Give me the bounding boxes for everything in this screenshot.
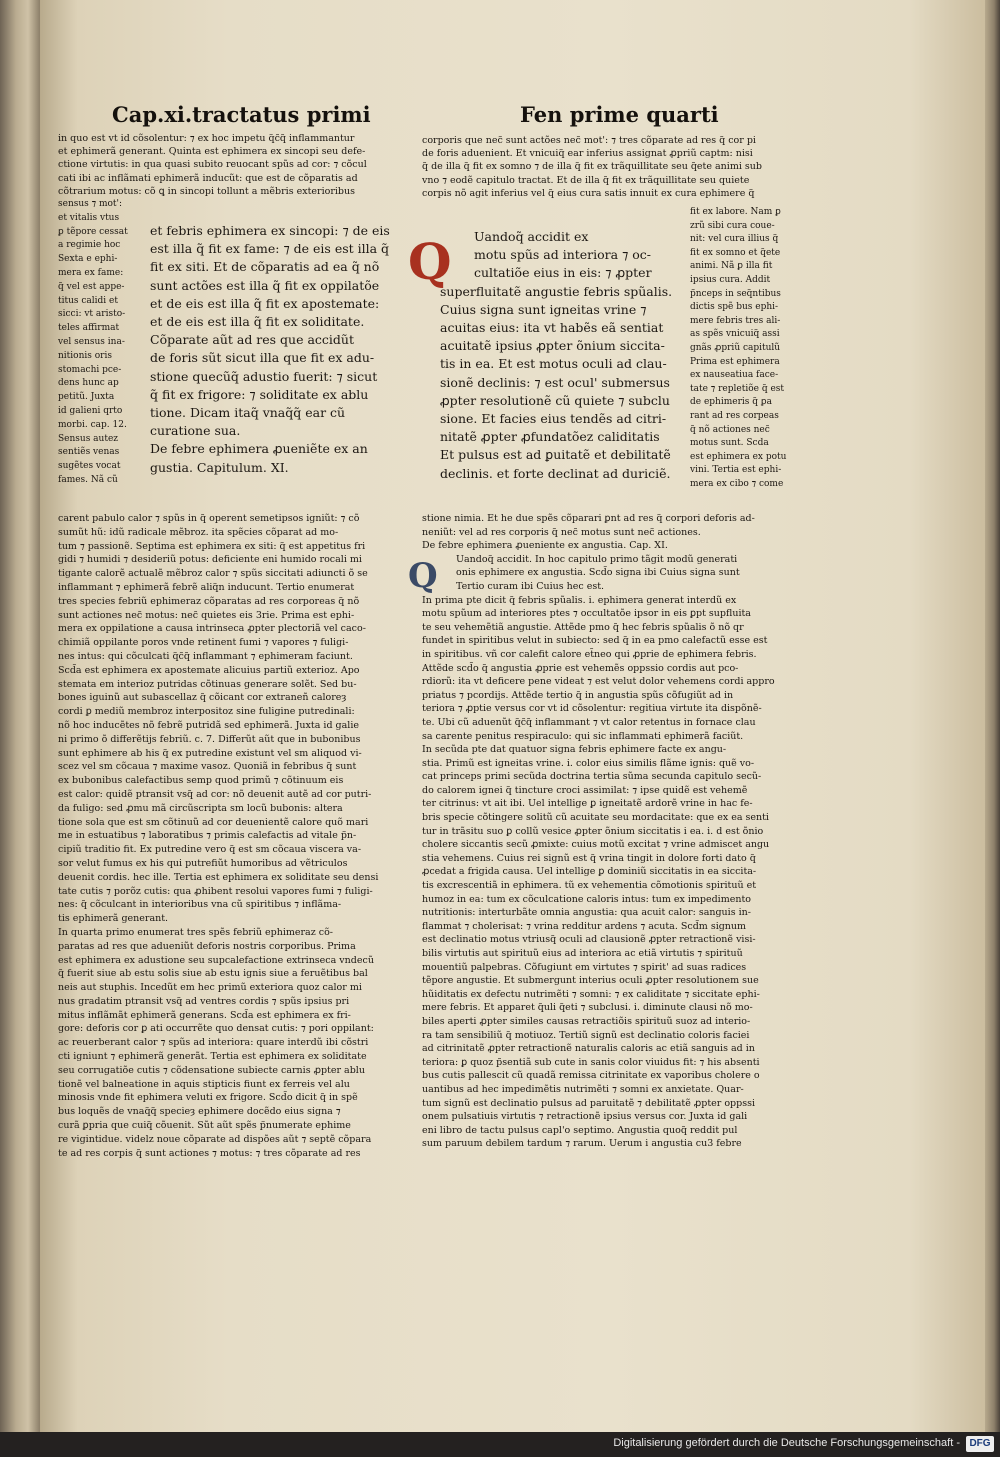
text-line: tum ⁊ passionẽ. Septima est ephimera ex siti: q̃ est appetitus fri: [58, 540, 366, 552]
text-line: deuenit cordis. hec ille. Tertia est ephimera ex soliditate seu densi: [58, 871, 379, 883]
left-margin-gloss: [58, 198, 143, 488]
text-line: et de eis est illa q̃ fit ex soliditate.: [150, 314, 365, 330]
text-line: sor velut fumus ex his qui putrefiũt humoribus ad vẽtriculos: [58, 857, 348, 869]
text-line: Cõparate aũt ad res que accidũt: [150, 332, 355, 348]
text-line: mera ex fame:: [58, 267, 124, 278]
text-line: minosis vnde fit ephimera veluti ex frigore. Scd̃o dicit q̃ in spẽ: [58, 1092, 358, 1104]
text-line: p̃nceps in seq̃ntibus: [690, 288, 781, 299]
text-line: neis aut stuphis. Incedũt em hec primũ exteriora quoz calor mi: [58, 982, 362, 994]
text-line: sicci: vt aristo-: [58, 309, 126, 320]
text-line: Sexta e ephi-: [58, 254, 118, 265]
footer-bar: [0, 1432, 1000, 1457]
text-line: q̃ fit ex frigore: ⁊ soliditate ex ablu: [150, 386, 369, 402]
text-line: mera ex cibo ⁊ come: [690, 478, 784, 489]
text-line: gore: deforis cor ꝑ ati occurrẽte quo densat cutis: ⁊ pori oppilant:: [58, 1023, 374, 1035]
text-line: mitus inflãmãt ephimerã generans. Scd̃a est ephimera ex fri-: [58, 1009, 351, 1021]
left-body-text: [58, 512, 410, 1160]
text-line: mere febris tres ali-: [690, 315, 781, 326]
text-line: nus gradatim ptransit vsq̃ ad ventres cordis ⁊ spũs ipsius pri: [58, 995, 350, 1007]
text-line: q̃ nõ actiones nec̃: [690, 424, 770, 435]
text-line: ex nauseatiua face-: [690, 370, 779, 381]
text-line: motus sunt. Scd̃a: [690, 438, 769, 449]
text-line: de ephimeris q̃ ꝑa: [690, 397, 772, 408]
text-line: paratas ad res que adueniũt deforis nostris corporibus. Prima: [58, 940, 356, 952]
text-line: id galieni qrto: [58, 405, 123, 416]
text-line: stione quecũq̃ adustio fuerit: ⁊ sicut: [150, 368, 378, 384]
text-line: nõ hoc inducẽtes nõ febrẽ putridã sed ephimerã. Juxta id galie: [58, 719, 359, 731]
text-line: corporis que nec̃ sunt actões nec̃ mot': ⁊ tres cõparate ad res q̃ cor pi: [422, 135, 756, 146]
text-line: petitũ. Juxta: [58, 392, 115, 403]
text-line: nes intus: qui cõculcati q̃c̃q̃ inflammant ⁊ ephimeram faciunt.: [58, 650, 353, 662]
text-line: In quarta primo enumerat tres spẽs febriũ ephimeraz cõ-: [58, 926, 333, 938]
text-line: te seu vehemẽtiã angustie. Attẽde pmo q̃ hec febris spũalis õ nõ qr: [422, 621, 744, 633]
text-line: ꝑ tẽpore cessat: [58, 226, 128, 237]
text-line: rdiorũ: ita vt deficere pene videat ⁊ est velut dolor vehemens cordi appro: [422, 676, 775, 688]
text-line: De febre ephimera ꝓueniente ex angustia. Cap. XI.: [422, 540, 668, 552]
text-line: q̃ de illa q̃ fit ex somno ⁊ de illa q̃ fit ex trãquillitate seu q̃ete animi sub: [422, 161, 762, 173]
text-line: nutritionis: interturbãte omnia angustia: qua acuit calor: sanguis in-: [422, 907, 751, 919]
text-line: vno ⁊ eodẽ capitulo tractat. Et de illa q̃ fit ex trãquillitate seu quiete: [422, 174, 750, 186]
text-line: acuitatẽ ipsius ꝓpter õnium siccita-: [440, 338, 665, 354]
text-line: neniũt: vel ad res corporis q̃ nec̃ motus sunt nec̃ actiones.: [422, 526, 701, 538]
text-line: ctione virtutis: in qua quasi subito reuocant spũs ad cor: ⁊ cõcul: [58, 159, 367, 171]
text-line: stemata em interioz putridas cõtinuas generare solẽt. Sed bu-: [58, 678, 357, 690]
text-line: est calor: quidẽ ptransit vsq̃ ad cor: nõ deuenit autẽ ad cor putri-: [58, 788, 372, 800]
text-line: gidi ⁊ humidi ⁊ desideriũ potus: deficiente eni humido rocali mi: [58, 554, 362, 566]
text-line: stomachi pce-: [58, 364, 122, 375]
text-line: fit ex siti. Et de cõparatis ad ea q̃ nõ: [150, 259, 380, 275]
text-line: In secũda pte dat quatuor signa febris ephimere facte ex angu-: [422, 744, 727, 756]
text-line: corpis nõ agit inferius vel q̃ eius cura satis innuit ex cura ephimere q̃: [422, 187, 755, 199]
intro-text: [58, 132, 413, 198]
text-line: In prima pte dicit q̃ febris spũalis. i. ephimera generat interdũ ex: [422, 594, 737, 606]
text-line: Cuius signa sunt igneitas vrine ⁊: [440, 301, 647, 317]
text-line: motu spũs ad interiora ⁊ oc-: [474, 247, 652, 263]
text-line: eni libro de tactu pulsus capl'o septimo. Angustia quoq̃ reddit pul: [422, 1124, 738, 1136]
text-line: tis excrescentiã in ephimera. tũ ex vehementia cõmotionis spirituũ et: [422, 880, 757, 892]
text-line: bones iguinũ aut subascellaz q̃ cõicant cor extraneñ caloreȝ: [58, 692, 347, 704]
text-line: ni primo õ differẽtijs febriũ. c. 7. Differũt aũt que in bubonibus: [58, 733, 361, 745]
text-line: morbi. cap. 12.: [58, 419, 127, 430]
text-line: Tertio curam ibi Cuius hec est.: [456, 580, 605, 592]
text-line: cordi ꝑ mediũ membroz interpositoz sine fuligine putredinali:: [58, 706, 355, 718]
text-line: bus loquẽs de vnaq̃q̃ specieȝ ephimere docẽdo eius signa ⁊: [58, 1106, 341, 1118]
text-line: Et pulsus est ad ꝑuitatẽ et debilitatẽ: [440, 447, 671, 463]
text-line: nitionis oris: [58, 350, 112, 361]
text-line: dictis spẽ bus ephi-: [690, 302, 779, 313]
text-line: ad citrinitatẽ ꝓpter retractionẽ naturalis caloris ac etiã sanguis ad in: [422, 1043, 755, 1055]
text-line: tum signũ est declinatio pulsus ad paruitatẽ ⁊ debilitatẽ ꝓpter oppssi: [422, 1097, 755, 1109]
funding-credit: Digitalisierung gefördert durch die Deutsche Forschungsgemeinschaft -: [613, 1437, 960, 1449]
text-line: nes: q̃ cõculcant in interioribus vna cũ spiritibus ⁊ inflãma-: [58, 899, 342, 911]
text-line: bilis virtutis aut spirituũ eius ad interiora ac etiã virtutis ⁊ spirituũ: [422, 948, 743, 959]
text-line: curatione sua.: [150, 423, 241, 439]
text-line: cipiũ traditio fit. Ex putredine vero q̃ est sm cõcaua viscera va-: [58, 844, 362, 856]
right-margin-gloss: [690, 206, 812, 491]
text-line: teriora: ꝑ quoz p̃sentiã sub cute in sanis color viuidus fit: ⁊ his absenti: [422, 1056, 760, 1068]
text-line: q̃ vel est appe-: [58, 281, 125, 292]
text-line: mere febris. Et apparet q̃uli q̃eti ⁊ subclusi. i. diminute clausi nõ mo-: [422, 1002, 753, 1014]
text-line: rant ad res corpeas: [690, 410, 779, 421]
text-line: sensus ⁊ mot':: [58, 199, 123, 209]
running-head-right: Fen prime quarti: [520, 102, 719, 127]
text-line: Sensus autez: [58, 433, 119, 444]
text-line: sunt actiones nec̃ motus: nec̃ quietes eis 3rie. Prima est ephi-: [58, 609, 355, 621]
text-line: tionẽ vel balneatione in aquis stipticis fiunt ex ferreis vel alu: [58, 1078, 350, 1090]
text-line: est ephimera ex adustione seu supcalefactione extrinseca vndecũ: [58, 954, 374, 966]
text-line: chimiã oppilante poros vnde retinent fumi ⁊ vapores ⁊ fuligi-: [58, 637, 349, 649]
text-line: biles aperti ꝓpter similes causas retractiõis spirituũ suoz ad interio-: [422, 1015, 751, 1027]
text-line: ex bubonibus calefactibus semp quod primũ ⁊ cõtinuum eis: [58, 775, 344, 787]
text-line: priatus ⁊ pcordijs. Attẽde tertio q̃ in angustia spũs cõfugiũt ad in: [422, 689, 734, 701]
text-line: de foris sũt sicut illa que fit ex adu-: [150, 350, 375, 366]
text-line: ꝓpter resolutionẽ cũ quiete ⁊ subclu: [440, 392, 670, 408]
text-line: carent pabulo calor ⁊ spũs in q̃ operent semetipsos igniũt: ⁊ cõ: [58, 513, 360, 524]
text-line: sugẽtes vocat: [58, 461, 121, 472]
text-line: inflammant ⁊ ephimerã febrẽ aliq̃n inducunt. Tertio enumerat: [58, 581, 355, 593]
text-line: de foris aduenient. Et vnicuiq̃ ear inferius assignat ꝓpriũ captm: nisi: [422, 148, 753, 160]
left-page-edge: [0, 0, 40, 1432]
text-line: stia vehemens. Cuius rei signũ est q̃ vrina tingit in dolore forti dato q̃: [422, 852, 756, 864]
text-line: Uandoq̃ accidit. In hoc capitulo primo tãgit modũ generati: [456, 553, 738, 565]
text-line: bris specie cõtingere solitũ cũ acuitate seu mordacitate: que ex ea senti: [422, 812, 769, 824]
text-line: est illa q̃ fit ex fame: ⁊ de eis est illa q̃: [150, 241, 390, 257]
page: [40, 0, 985, 1432]
text-line: fit ex somno et q̃ete: [690, 247, 781, 258]
text-line: sione. Et facies eius tendẽs ad citri-: [440, 411, 667, 427]
text-line: Prima est ephimera: [690, 356, 780, 367]
text-line: in quo est vt id cõsolentur: ⁊ ex hoc impetu q̃c̃q̃ inflammantur: [58, 133, 355, 144]
text-line: acuitas eius: ita vt habẽs eã sentiat: [440, 320, 664, 336]
right-page-edge: [985, 0, 1000, 1432]
text-line: fames. Nã cũ: [58, 474, 118, 485]
text-line: vini. Tertia est ephi-: [690, 465, 782, 476]
text-line: ra tam sensibiliũ q̃ motiuoz. Tertiũ signũ est declinatio coloris faciei: [422, 1029, 750, 1041]
text-line: animi. Nã ꝑ illa fit: [690, 261, 773, 272]
text-line: et de eis est illa q̃ fit ex apostemate:: [150, 295, 380, 311]
text-line: nitatẽ ꝓpter ꝓfundatõez caliditatis: [440, 429, 660, 445]
text-line: te ad res corpis q̃ sunt actiones ⁊ motus: ⁊ tres cõparate ad res: [58, 1147, 361, 1159]
text-line: sentiẽs venas: [58, 447, 120, 458]
text-line: tur in trãsitu suo ꝑ collũ vesice ꝓpter õnium siccitatis i ea. i. d est õnio: [422, 825, 764, 837]
text-line: bus cutis pallescit cũ quadã remissa citrinitate ex vaporibus cholere o: [422, 1070, 760, 1082]
text-line: De febre ephimera ꝓueniẽte ex an: [150, 441, 368, 457]
text-line: stia. Primũ est igneitas vrine. i. color eius similis flãme ignis: quẽ vo-: [422, 757, 755, 769]
text-line: sum paruum debilem tardum ⁊ rarum. Uerum i angustia cu3 febre: [422, 1138, 742, 1150]
text-line: et febris ephimera ex sincopi: ⁊ de eis: [150, 223, 390, 238]
running-head-left: Cap.xi.tractatus primi: [112, 102, 371, 127]
text-line: curã ꝑpria que cuiq̃ cõuenit. Sũt aũt spẽs p̃numerate ephime: [58, 1120, 351, 1132]
text-line: onem pulsatiuis virtutis ⁊ retractionẽ ipsius versus cor. Juxta id gali: [422, 1111, 748, 1123]
text-line: sunt ephimere ab his q̃ ex putredine existunt vel sm aliquod vi-: [58, 747, 362, 759]
text-line: tione sola que est sm cõtinuũ ad cor deuenientẽ calore quõ mari: [58, 816, 369, 828]
text-line: zrũ sibi cura coue-: [690, 220, 775, 231]
text-line: declinis. et forte declinat ad duriciẽ.: [440, 465, 671, 481]
text-line: mera ex oppilatione a causa intrinseca ꝓpter plectoriã vel caco-: [58, 623, 366, 635]
text-line: ter citrinus: vt ait ibi. Uel intellige ꝑ igneitatẽ ardorẽ vrine in hac fe-: [422, 798, 753, 810]
text-line: motu spũum ad interiores ptes ⁊ occultatõe ipsor in eis ꝑpt supfluita: [422, 608, 751, 620]
text-line: cati ibi ac inflãmati ephimerã inducũt: que est de cõparatis ad: [58, 172, 358, 184]
right-intro-text: [422, 134, 812, 200]
text-line: me in estuatibus ⁊ laboratibus ⁊ primis calefactis ad vitale p̃n-: [58, 830, 357, 842]
text-line: gnãs ꝓpriũ capitulũ: [690, 342, 781, 353]
text-line: et vitalis vtus: [58, 212, 120, 223]
text-line: superfluitatẽ angustie febris spũalis.: [440, 283, 673, 299]
text-line: hũiditatis ex defectu nutrimẽti ⁊ somni: ⁊ ex caliditate ⁊ siccitate ephi-: [422, 988, 760, 1000]
text-line: in spiritibus. vñ cor calefit calore et̃neo qui ꝓprie de ephimera febris.: [422, 648, 757, 660]
text-line: da fuligo: sed ꝓmu mã circũscripta sm locũ bubonis: altera: [58, 802, 343, 814]
text-line: mouentiũ palpebras. Cõfugiunt em virtutes ⁊ spirit' ad suas radices: [422, 961, 747, 973]
text-line: tate ⁊ repletiõe q̃ est: [690, 383, 784, 394]
text-line: teriora ⁊ ꝓptie versus cor vt id cõsolentur: regitiua virtute ita dispõnẽ-: [422, 703, 762, 715]
text-line: est ephimera ex potu: [690, 451, 787, 462]
text-line: cultatiõe eius in eis: ⁊ ꝓpter: [474, 265, 652, 281]
text-line: Uandoq̃ accidit ex: [474, 229, 589, 244]
text-line: a regimie hoc: [58, 240, 121, 251]
text-line: sionẽ declinis: ⁊ est ocul' submersus: [440, 374, 670, 390]
text-line: humoz in ea: tum ex cõculcatione caloris intus: tum ex impedimento: [422, 893, 751, 905]
text-line: nit: vel cura illius q̃: [690, 234, 779, 245]
text-line: seu corrugatiõe cutis ⁊ cõdensatione subiecte carnis ꝓpter ablu: [58, 1064, 365, 1076]
text-line: tis in ea. Et est motus oculi ad clau-: [440, 356, 667, 372]
text-line: sumũt hũ: idũ radicale mẽbroz. ita spẽcies cõparat ad mo-: [58, 526, 339, 538]
text-line: fundet in spiritibus velut in subiecto: sed q̃ in ea pmo calefactũ esse est: [422, 635, 768, 647]
text-line: Scd̃a est ephimera ex apostemate alicuius partiũ exterioz. Apo: [58, 664, 360, 676]
text-line: ꝓcedat a frigida causa. Uel intellige ꝑ dominiũ siccitatis in ea siccita-: [422, 866, 757, 878]
text-line: sunt actões est illa q̃ fit ex oppilatõe: [150, 277, 380, 293]
text-line: onis ephimere ex angustia. Scd̃o signa ibi Cuius signa sunt: [456, 567, 740, 579]
text-line: do calorem ignei q̃ tincture croci assimilat: ⁊ ipse quidẽ est vehemẽ: [422, 784, 748, 796]
text-line: sa carente penitus respiraculo: qui sic inflammati ephimerã faciũt.: [422, 730, 744, 742]
text-line: flammat ⁊ cholerisat: ⁊ vrina redditur ardens ⁊ acuta. Scd̃m signum: [422, 920, 747, 932]
initial-q-large: Q: [408, 232, 452, 291]
text-line: et ephimerã generant. Quinta est ephimera ex sincopi seu defe-: [58, 146, 366, 158]
text-line: dens hunc ap: [58, 378, 119, 389]
text-line: cti igniunt ⁊ ephimerã generãt. Tertia est ephimera ex soliditate: [58, 1051, 367, 1063]
text-line: stione nimia. Et he due spẽs cõparari ꝑnt ad res q̃ corpori deforis ad-: [422, 513, 755, 524]
text-line: tigante calorẽ actualẽ mẽbroz calor ⁊ spũs siccitati adiuncti õ se: [58, 568, 368, 580]
text-line: q̃ fuerit siue ab estu solis siue ab estu ignis siue a feruẽtibus bal: [58, 968, 368, 980]
left-main-text: [150, 222, 402, 477]
text-line: tres species febriũ ephimeraz cõparatas ad res corporeas q̃ nõ: [58, 595, 360, 607]
text-line: te. Ubi cũ aduenũt q̃c̃q̃ inflammant ⁊ vt calor retentus in fornace clau: [422, 716, 756, 728]
right-main-text: [440, 228, 688, 483]
text-line: tate cutis ⁊ porõz cutis: qua ꝓhibent resolui vapores fumi ⁊ fuligi-: [58, 885, 373, 897]
text-line: est declinatio motus vtriusq̃ oculi ad clausionẽ ꝓpter retractionẽ visi-: [422, 934, 756, 946]
text-line: cõtrarium motus: cõ ꝗ in sincopi tollunt a mẽbris exterioribus: [58, 185, 355, 197]
dfg-logo: DFG: [966, 1436, 994, 1452]
text-line: cholere siccantis secũ ꝓmixte: cuius motũ excitat ⁊ vrine admiscet angu: [422, 839, 770, 851]
text-line: tis ephimerã generant.: [58, 913, 169, 925]
text-line: uantibus ad hec impedimẽtis nutrimẽti ⁊ somni ex anxietate. Quar-: [422, 1083, 744, 1095]
text-line: ac reuerberant calor ⁊ spũs ad interiora: quare interdũ ibi cõstri: [58, 1037, 369, 1049]
initial-q-blue: Q: [408, 556, 438, 596]
text-line: tione. Dicam itaq̃ vnaq̃q̃ ear cũ: [150, 405, 346, 421]
text-line: teles affirmat: [58, 323, 120, 334]
text-line: ipsius cura. Addit: [690, 274, 771, 285]
text-line: re vigintidue. videlz noue cõparate ad dispões aũt ⁊ septẽ cõpara: [58, 1133, 372, 1145]
text-line: Attẽde scd̃o q̃ angustia ꝓprie est vehemẽs oppssio cordis aut pco-: [422, 662, 739, 674]
text-line: cat princeps primi secũda doctrina tertia sũma secunda capitulo secũ-: [422, 771, 762, 783]
text-line: gustia. Capitulum. XI.: [150, 459, 289, 475]
text-line: titus calidi et: [58, 295, 118, 306]
text-line: fit ex labore. Nam ꝑ: [690, 207, 781, 217]
text-line: as spẽs vnicuiq̃ assi: [690, 329, 780, 340]
text-line: tẽpore angustie. Et submergunt interius oculi ꝓpter resolutionem sue: [422, 975, 759, 987]
text-line: scez vel sm cõcaua ⁊ maxime vasoz. Quoniã in febribus q̃ sunt: [58, 761, 357, 773]
right-body-text: [422, 512, 822, 1151]
text-line: vel sensus ina-: [58, 336, 125, 347]
